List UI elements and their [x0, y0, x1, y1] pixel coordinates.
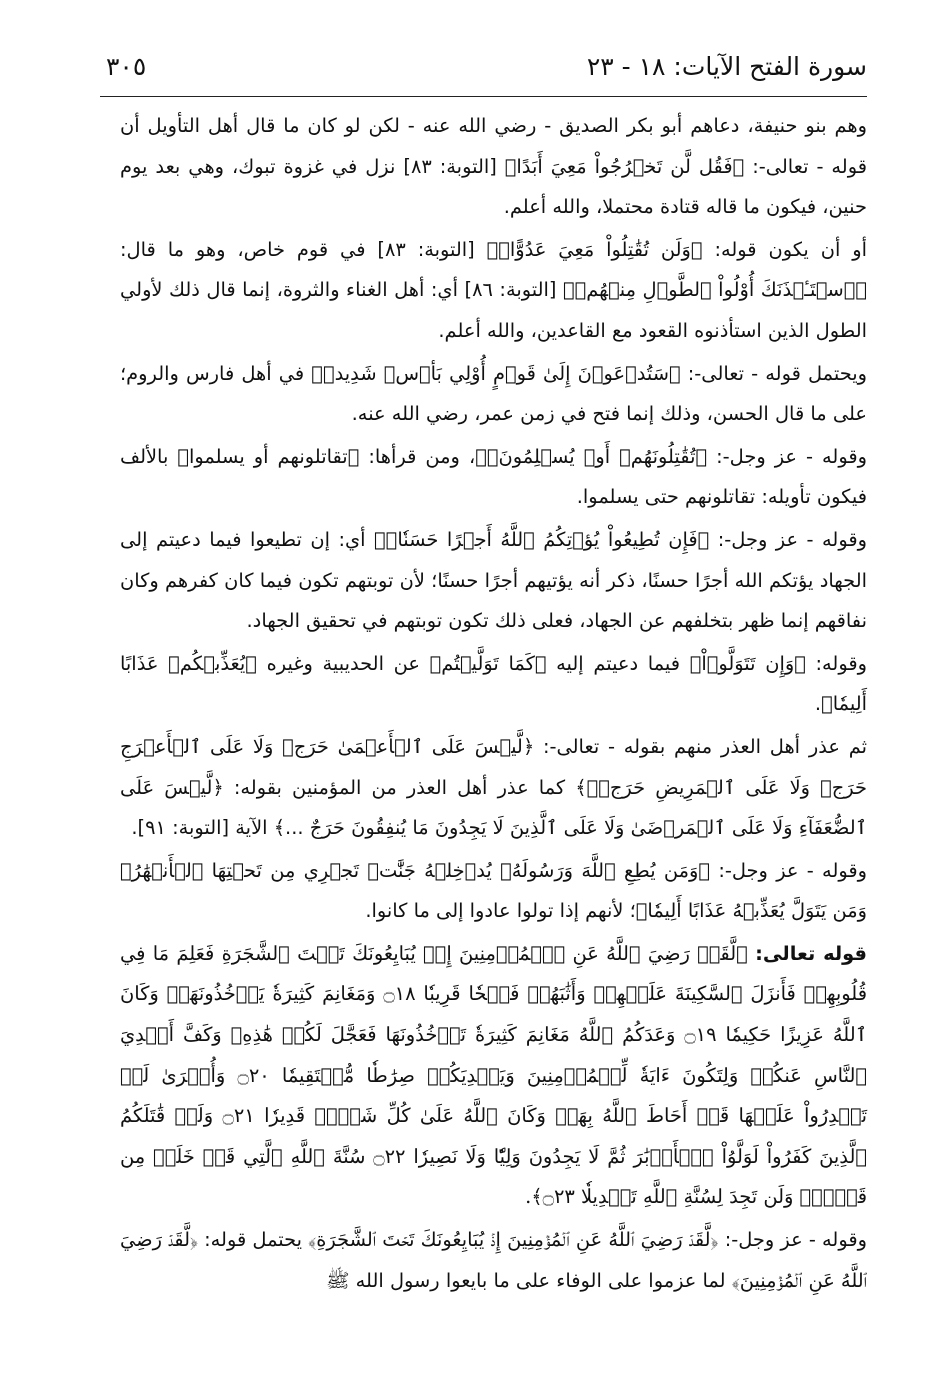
closing-paragraph	[120, 1220, 867, 1301]
paragraph-text: وقوله - عز وجل-: ﴿فَإِن تُطِيعُواْ يُؤۡتِكُمُ ٱللَّهُ أَجۡرًا حَسَنٗاۖ﴾ أي: إن تطيعوا فيما دعيتم إلى الجهاد يؤتكم الله أجرًا حسنًا، ذكر أنه يؤتيهم أجرًا حسنًا؛ لأن توبتهم تكون فيما كان كفرهم وكان نفاقهم إنما ظهر بتخلفهم عن الجهاد، فعلى ذلك تكون توبتهم في تحقيق الجهاد.	[120, 527, 867, 633]
paragraph-text: ويحتمل قوله - تعالى-: ﴿سَتُدۡعَوۡنَ إِلَىٰ قَوۡمٍ أُوْلِي بَأۡسٖ شَدِيدٖ﴾ في أهل فارس والروم؛ على ما قال الحسن، وذلك إنما فتح في زمن عمر، رضي الله عنه.	[120, 361, 867, 426]
paragraph-6	[120, 644, 867, 725]
page-body	[120, 106, 867, 1330]
paragraph-text: وقوله - عز وجل-: ﴿لَّقَدۡ رَضِيَ ٱللَّهُ عَنِ ٱلۡمُؤۡمِنِينَ إِذۡ يُبَايِعُونَكَ تَحۡتَ ٱلشَّجَرَةِ﴾ يحتمل قوله: ﴿لَّقَدۡ رَضِيَ ٱللَّهُ عَنِ ٱلۡمُؤۡمِنِينَ﴾ لما عزموا على الوفاء على ما بايعوا رسول الله ﷺ	[120, 1228, 867, 1292]
paragraph-text: وقوله - عز وجل-: ﴿وَمَن يُطِعِ ٱللَّهَ وَرَسُولَهُۥ يُدۡخِلۡهُ جَنَّٰتٖ تَجۡرِي مِن تَحۡتِهَا ٱلۡأَنۡهَٰرُۖ وَمَن يَتَوَلَّ يُعَذِّبۡهُ عَذَابًا أَلِيمٗا﴾؛ لأنهم إذا تولوا عادوا إلى ما كانوا.	[120, 858, 867, 923]
paragraph-1	[120, 106, 867, 228]
paragraph-3	[120, 354, 867, 435]
paragraph-text: أو أن يكون قوله: ﴿وَلَن تُقَٰتِلُواْ مَعِيَ عَدُوًّاۖ﴾ [التوبة: ٨٣] في قوم خاص، وهو ما قال: ﴿ٱسۡتَـٔۡذَنَكَ أُوْلُواْ ٱلطَّوۡلِ مِنۡهُمۡ﴾ [التوبة: ٨٦] أي: أهل الغناء والثروة، إنما قال ذلك لأولي الطول الذين استأذنوه القعود مع القاعدين، والله أعلم.	[120, 237, 867, 342]
running-title: سورة الفتح الآيات: ١٨ - ٢٣	[586, 52, 867, 81]
paragraph-text: وقوله - عز وجل-: ﴿تُقَٰتِلُونَهُمۡ أَوۡ يُسۡلِمُونَۖ﴾، ومن قرأها: ﴿تقاتلونهم أو يسلموا﴾ بالألف فيكون تأويله: تقاتلونهم حتى يسلموا.	[120, 444, 867, 509]
paragraph-8	[120, 851, 867, 932]
page-header	[100, 44, 867, 97]
paragraph-4	[120, 437, 867, 518]
quran-verse-block	[120, 934, 867, 1218]
paragraph-text: وقوله: ﴿وَإِن تَتَوَلَّوۡاْ﴾ فيما دعيتم إليه ﴿كَمَا تَوَلَّيۡتُم﴾ عن الحديبية وغيره ﴿يُعَذِّبۡكُمۡ عَذَابًا أَلِيمٗا﴾.	[120, 651, 867, 716]
paragraph-2	[120, 230, 867, 352]
paragraph-5	[120, 520, 867, 642]
verse-block-text: ﴿لَّقَدۡ رَضِيَ ٱللَّهُ عَنِ ٱلۡمُؤۡمِنِينَ إِذۡ يُبَايِعُونَكَ تَحۡتَ ٱلشَّجَرَةِ فَعَلِمَ مَا فِي قُلُوبِهِمۡ فَأَنزَلَ ٱلسَّكِينَةَ عَلَيۡهِمۡ وَأَثَٰبَهُمۡ فَتۡحٗا قَرِيبٗا ۝١٨ وَمَغَانِمَ كَثِيرَةٗ يَأۡخُذُونَهَاۗ وَكَانَ ٱللَّهُ عَزِيزًا حَكِيمٗا ۝١٩ وَعَدَكُمُ ٱللَّهُ مَغَانِمَ كَثِيرَةٗ تَأۡخُذُونَهَا فَعَجَّلَ لَكُمۡ هَٰذِهِۦ وَكَفَّ أَيۡدِيَ ٱلنَّاسِ عَنكُمۡ وَلِتَكُونَ ءَايَةٗ لِّلۡمُؤۡمِنِينَ وَيَهۡدِيَكُمۡ صِرَٰطٗا مُّسۡتَقِيمٗا ۝٢٠ وَأُخۡرَىٰ لَمۡ تَقۡدِرُواْ عَلَيۡهَا قَدۡ أَحَاطَ ٱللَّهُ بِهَاۚ وَكَانَ ٱللَّهُ عَلَىٰ كُلِّ شَيۡءٖ قَدِيرٗا ۝٢١ وَلَوۡ قَٰتَلَكُمُ ٱلَّذِينَ كَفَرُواْ لَوَلَّوُاْ ٱلۡأَدۡبَٰرَ ثُمَّ لَا يَجِدُونَ وَلِيّٗا وَلَا نَصِيرٗا ۝٢٢ سُنَّةَ ٱللَّهِ ٱلَّتِي قَدۡ خَلَتۡ مِن قَبۡلُۖ وَلَن تَجِدَ لِسُنَّةِ ٱللَّهِ تَبۡدِيلٗا ۝٢٣﴾.	[120, 941, 868, 1209]
paragraph-7	[120, 727, 867, 849]
page-number: ٣٠٥	[106, 52, 147, 81]
paragraph-text: ثم عذر أهل العذر منهم بقوله - تعالى-: ﴿لَّيۡسَ عَلَى ٱلۡأَعۡمَىٰ حَرَجٞ وَلَا عَلَى ٱلۡأَعۡرَجِ حَرَجٞ وَلَا عَلَى ٱلۡمَرِيضِ حَرَجٞۗ﴾ كما عذر أهل العذر من المؤمنين بقوله: ﴿لَّيۡسَ عَلَى ٱلضُّعَفَآءِ وَلَا عَلَى ٱلۡمَرۡضَىٰ وَلَا عَلَى ٱلَّذِينَ لَا يَجِدُونَ مَا يُنفِقُونَ حَرَجٌ ...﴾ الآية [التوبة: ٩١].	[120, 734, 867, 840]
paragraph-text: وهم بنو حنيفة، دعاهم أبو بكر الصديق - رضي الله عنه - لكن لو كان ما قال أهل التأويل أن قوله - تعالى-: ﴿فَقُل لَّن تَخۡرُجُواْ مَعِيَ أَبَدًا﴾ [التوبة: ٨٣] نزل في غزوة تبوك، وهي بعد يوم حنين، فيكون ما قاله قتادة محتملا، والله أعلم.	[120, 114, 867, 219]
verse-block-lead: قوله تعالى:	[755, 941, 868, 965]
